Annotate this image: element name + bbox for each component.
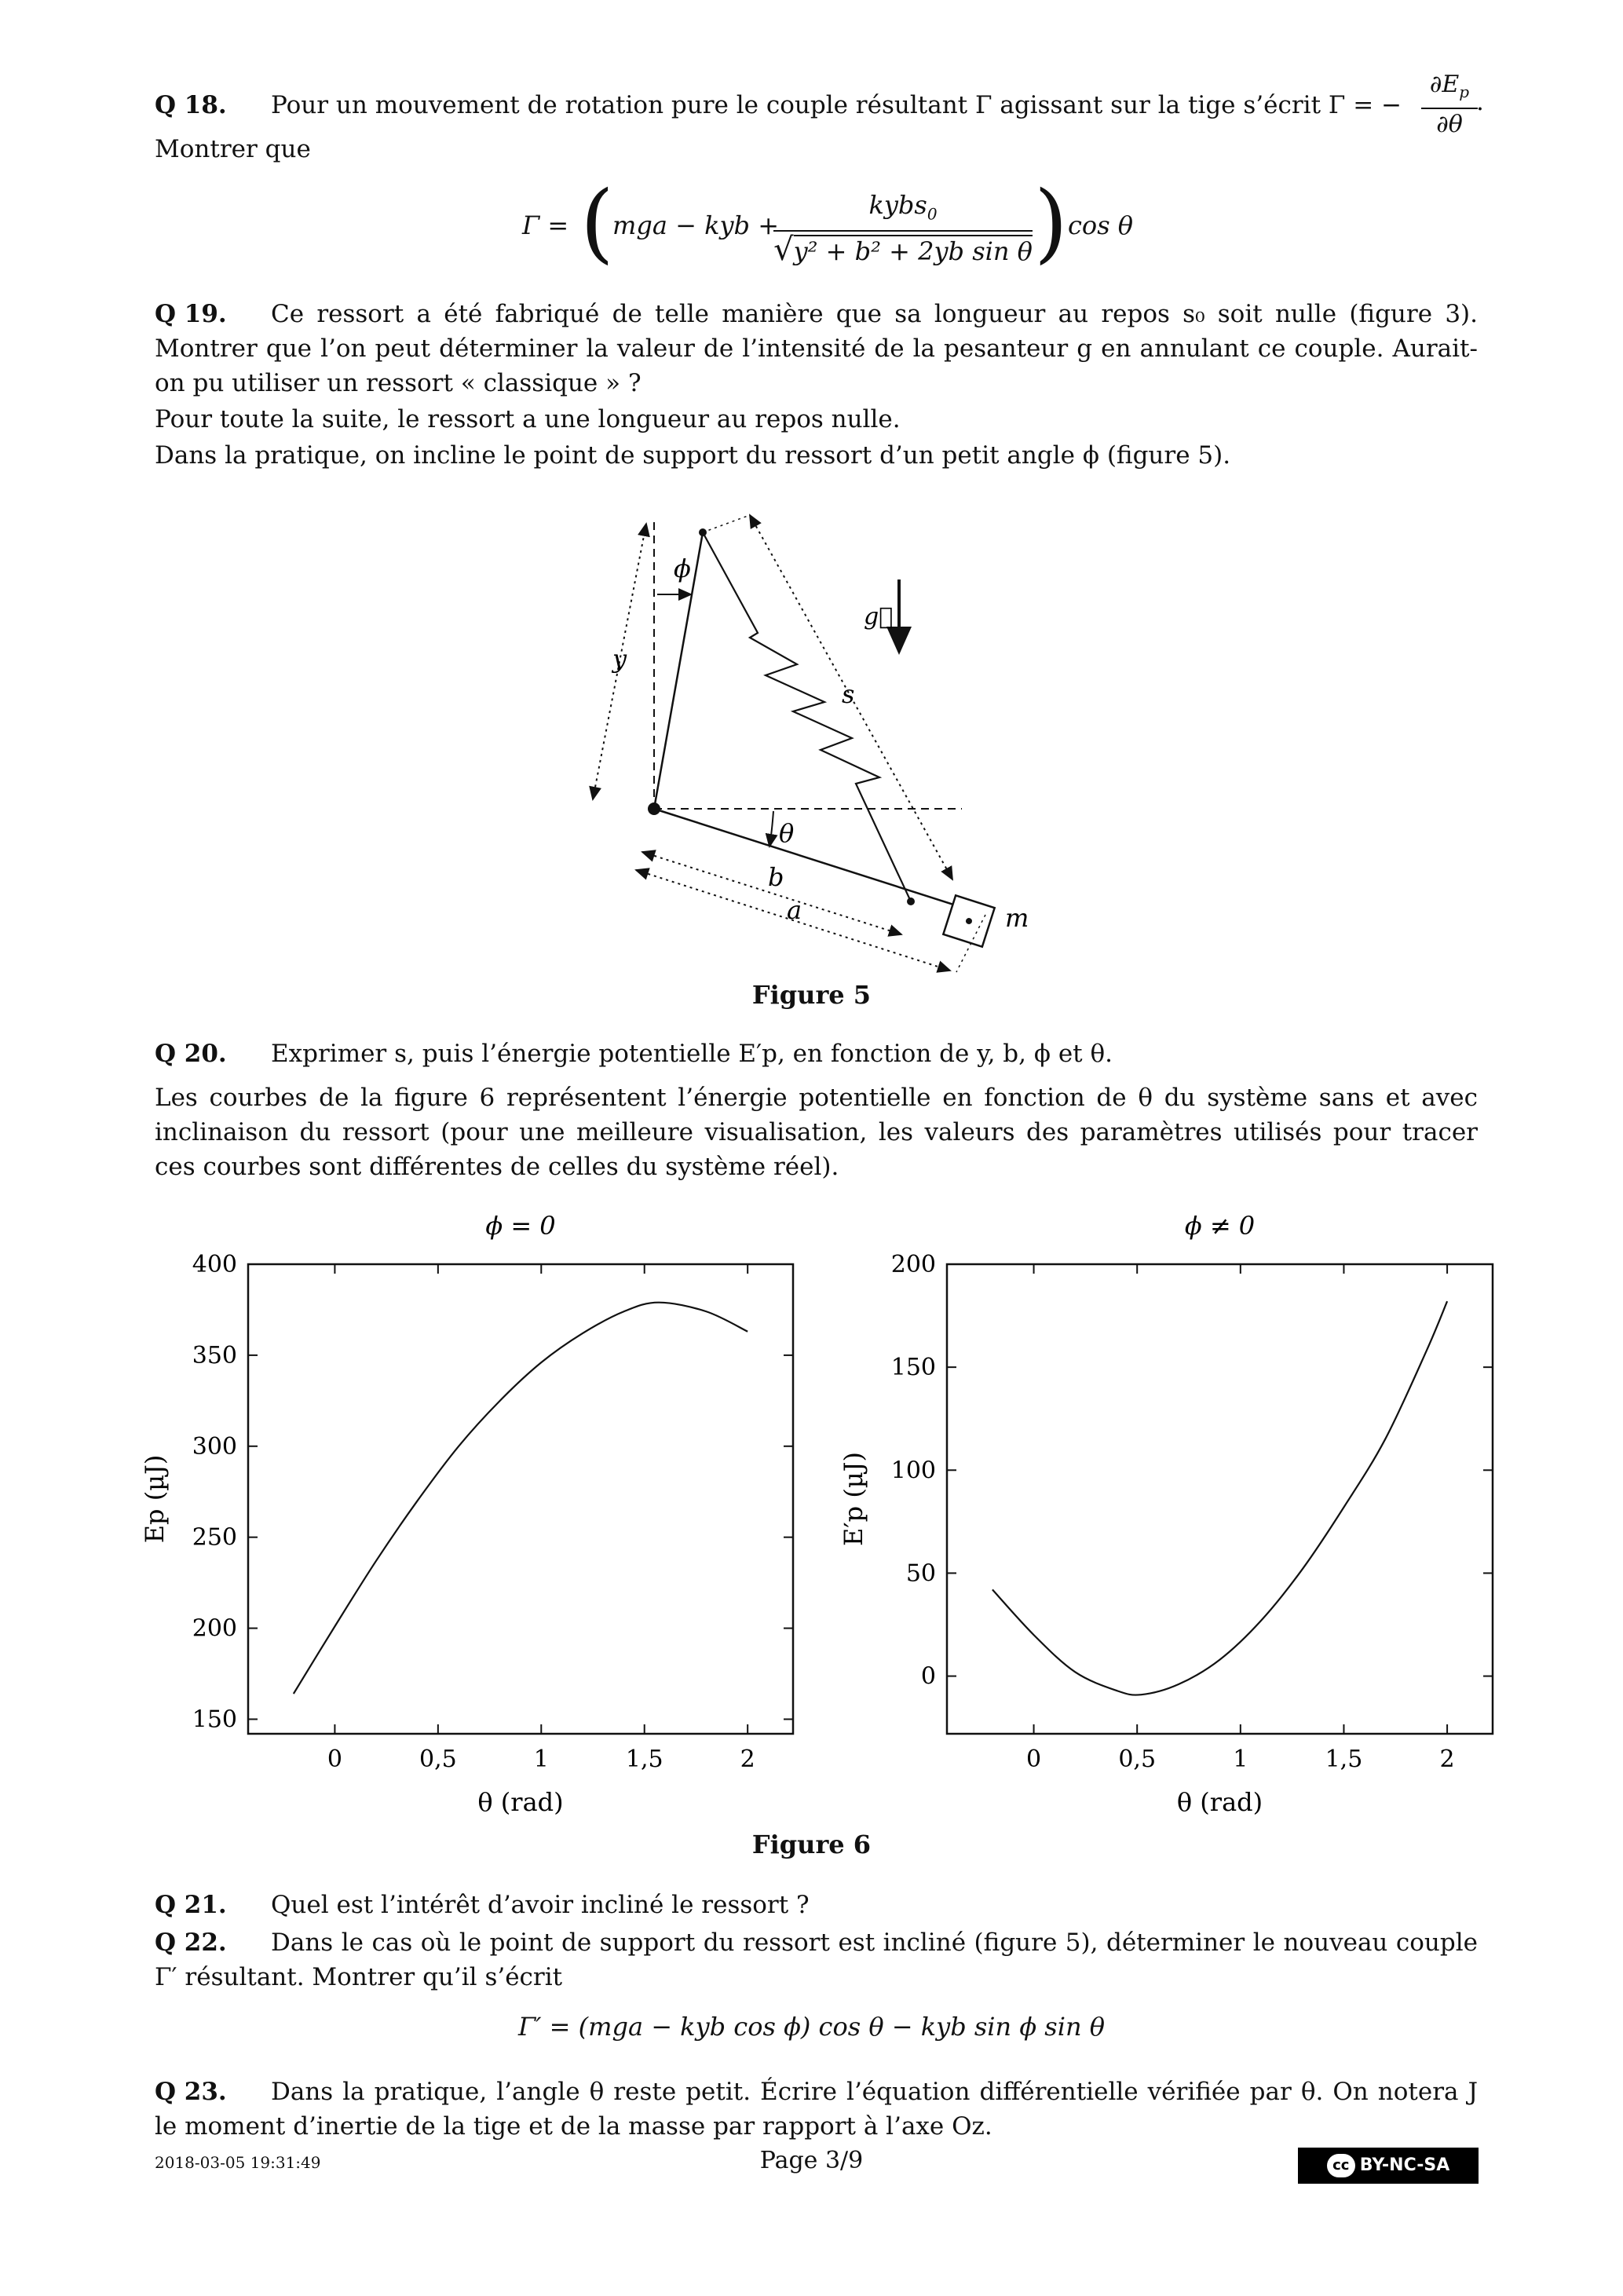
label-phi: ϕ	[674, 554, 691, 583]
x-tick-label: 0	[327, 1746, 342, 1773]
spring	[703, 532, 911, 901]
y-tick-label: 350	[192, 1341, 237, 1369]
label-y: y	[612, 644, 627, 674]
eq-left-paren: (	[580, 172, 614, 272]
q21-label: Q 21.	[155, 1891, 227, 1919]
eq-den: y² + b² + 2yb sin θ	[793, 236, 1033, 267]
x-tick-label: 1	[1233, 1746, 1248, 1773]
q23-label: Q 23.	[155, 2078, 227, 2106]
x-axis-label: θ (rad)	[477, 1787, 564, 1817]
q23-text: Dans la pratique, l’angle θ reste petit. Écrire l’équation différentielle vérifiée par θ. On notera J le moment d’inertie de la tige et de la masse par rapport à l’axe Oz.	[155, 2078, 1478, 2141]
label-g: g⃗	[864, 603, 894, 631]
sqrt-icon: √	[773, 232, 794, 269]
q18-period: .	[1476, 88, 1484, 116]
y-tick-label: 200	[192, 1614, 237, 1643]
q21-text: Quel est l’intérêt d’avoir incliné le ressort ?	[271, 1891, 810, 1919]
q18-text: Pour un mouvement de rotation pure le couple résultant Γ agissant sur la tige s’écrit Γ = −	[271, 91, 1402, 119]
q20-paragraph	[155, 1036, 1478, 1071]
x-tick-label: 2	[740, 1746, 755, 1773]
x-tick-label: 1,5	[1325, 1746, 1363, 1773]
y-tick-label: 100	[890, 1457, 936, 1485]
x-tick-label: 0,5	[419, 1746, 457, 1773]
chart-phi-nonzero	[811, 1194, 1623, 1837]
q20-label: Q 20.	[155, 1040, 227, 1068]
rotation-axis	[648, 803, 660, 815]
chart-title: ϕ = 0	[485, 1211, 556, 1241]
label-b: b	[768, 862, 784, 892]
q22-text: Dans le cas où le point de support du ressort est incliné (figure 5), déterminer le nouveau couple Γ′ résultant. Montrer qu’il s’écrit	[155, 1929, 1478, 1991]
q22-equation: Γ′ = (mga − kyb cos ϕ) cos θ − kyb sin ϕ sin θ	[518, 2012, 1105, 2042]
label-a: a	[787, 895, 802, 925]
chart-phi-zero	[0, 1194, 811, 1837]
y-tick-label: 50	[905, 1559, 936, 1588]
y-tick-label: 400	[192, 1251, 237, 1278]
x-tick-label: 0,5	[1118, 1746, 1157, 1773]
q21-paragraph	[155, 1888, 1478, 1922]
eq-num-sub: 0	[927, 204, 938, 224]
footer-timestamp: 2018-03-05 19:31:49	[155, 2153, 321, 2172]
eq-right: cos θ	[1068, 210, 1134, 240]
label-s: s	[842, 679, 855, 709]
para-rest-length: Pour toute la suite, le ressort a une longueur au repos nulle.	[155, 405, 901, 433]
label-m: m	[1005, 903, 1029, 933]
y-tick-label: 300	[192, 1432, 237, 1461]
license-badge	[1298, 2148, 1479, 2184]
eq-left: mga − kyb +	[612, 210, 779, 240]
x-axis-label: θ (rad)	[1176, 1787, 1263, 1817]
theta-arc	[769, 811, 773, 846]
q18-frac-den: ∂θ	[1436, 111, 1463, 138]
y-tick-label: 200	[890, 1251, 936, 1278]
eq-right-paren: )	[1034, 172, 1068, 272]
x-tick-label: 1	[533, 1746, 549, 1773]
spring-attach-point	[907, 898, 915, 905]
para-incline: Dans la pratique, on incline le point de support du ressort d’un petit angle ϕ (figure 5).	[155, 441, 1231, 470]
license-text: BY-NC-SA	[1359, 2155, 1450, 2175]
q19-text: Ce ressort a été fabriqué de telle manière que sa longueur au repos s₀ soit nulle (figure 3). Montrer que l’on peut déterminer la valeur de l’intensité de la pesanteur g en annulant ce couple. Aurait-on pu utiliser un ressort « classique » ?	[155, 300, 1478, 397]
q18-line2: Montrer que	[155, 135, 311, 163]
plot-frame	[947, 1264, 1493, 1734]
x-tick-label: 1,5	[625, 1746, 663, 1773]
ext-line-top	[703, 515, 750, 532]
y-tick-label: 150	[890, 1354, 936, 1382]
series-line	[294, 1303, 748, 1694]
y-axis-label: Ep (µJ)	[140, 1454, 170, 1544]
x-tick-label: 2	[1439, 1746, 1455, 1773]
x-tick-label: 0	[1026, 1746, 1042, 1773]
footer-page-number: Page 3/9	[759, 2147, 864, 2174]
beam	[654, 809, 985, 915]
q22-label: Q 22.	[155, 1929, 227, 1957]
cc-icon: cc	[1327, 2154, 1355, 2177]
para-curves: Les courbes de la figure 6 représentent l’énergie potentielle en fonction de θ du système sans et avec inclinaison du ressort (pour une meilleure visualisation, les valeurs des paramètres utilisés pour tracer ces courbes sont différentes de celles du système réel).	[155, 1084, 1478, 1181]
series-line	[992, 1301, 1447, 1695]
y-axis-label: E′p (µJ)	[839, 1452, 868, 1546]
eq-lhs: Γ =	[522, 210, 569, 240]
plot-frame	[248, 1264, 793, 1734]
figure5-diagram	[0, 0, 1623, 1036]
q18-label: Q 18.	[155, 91, 227, 119]
y-tick-label: 0	[920, 1662, 936, 1691]
q20-text: Exprimer s, puis l’énergie potentielle E′p, en fonction de y, b, ϕ et θ.	[271, 1040, 1113, 1068]
q22-paragraph	[155, 1925, 1478, 1994]
figure6-caption: Figure 6	[751, 1830, 872, 1859]
eq-num: kybs	[868, 190, 927, 220]
q18-frac-num: ∂E	[1429, 71, 1460, 98]
q18-frac-num-sub: p	[1459, 82, 1470, 101]
label-theta: θ	[779, 818, 795, 848]
chart-title: ϕ ≠ 0	[1184, 1211, 1256, 1241]
figure5-caption: Figure 5	[751, 980, 872, 1010]
y-tick-label: 250	[192, 1523, 237, 1552]
q19-label: Q 19.	[155, 300, 227, 328]
y-tick-label: 150	[192, 1706, 237, 1734]
q23-paragraph	[155, 2075, 1478, 2144]
